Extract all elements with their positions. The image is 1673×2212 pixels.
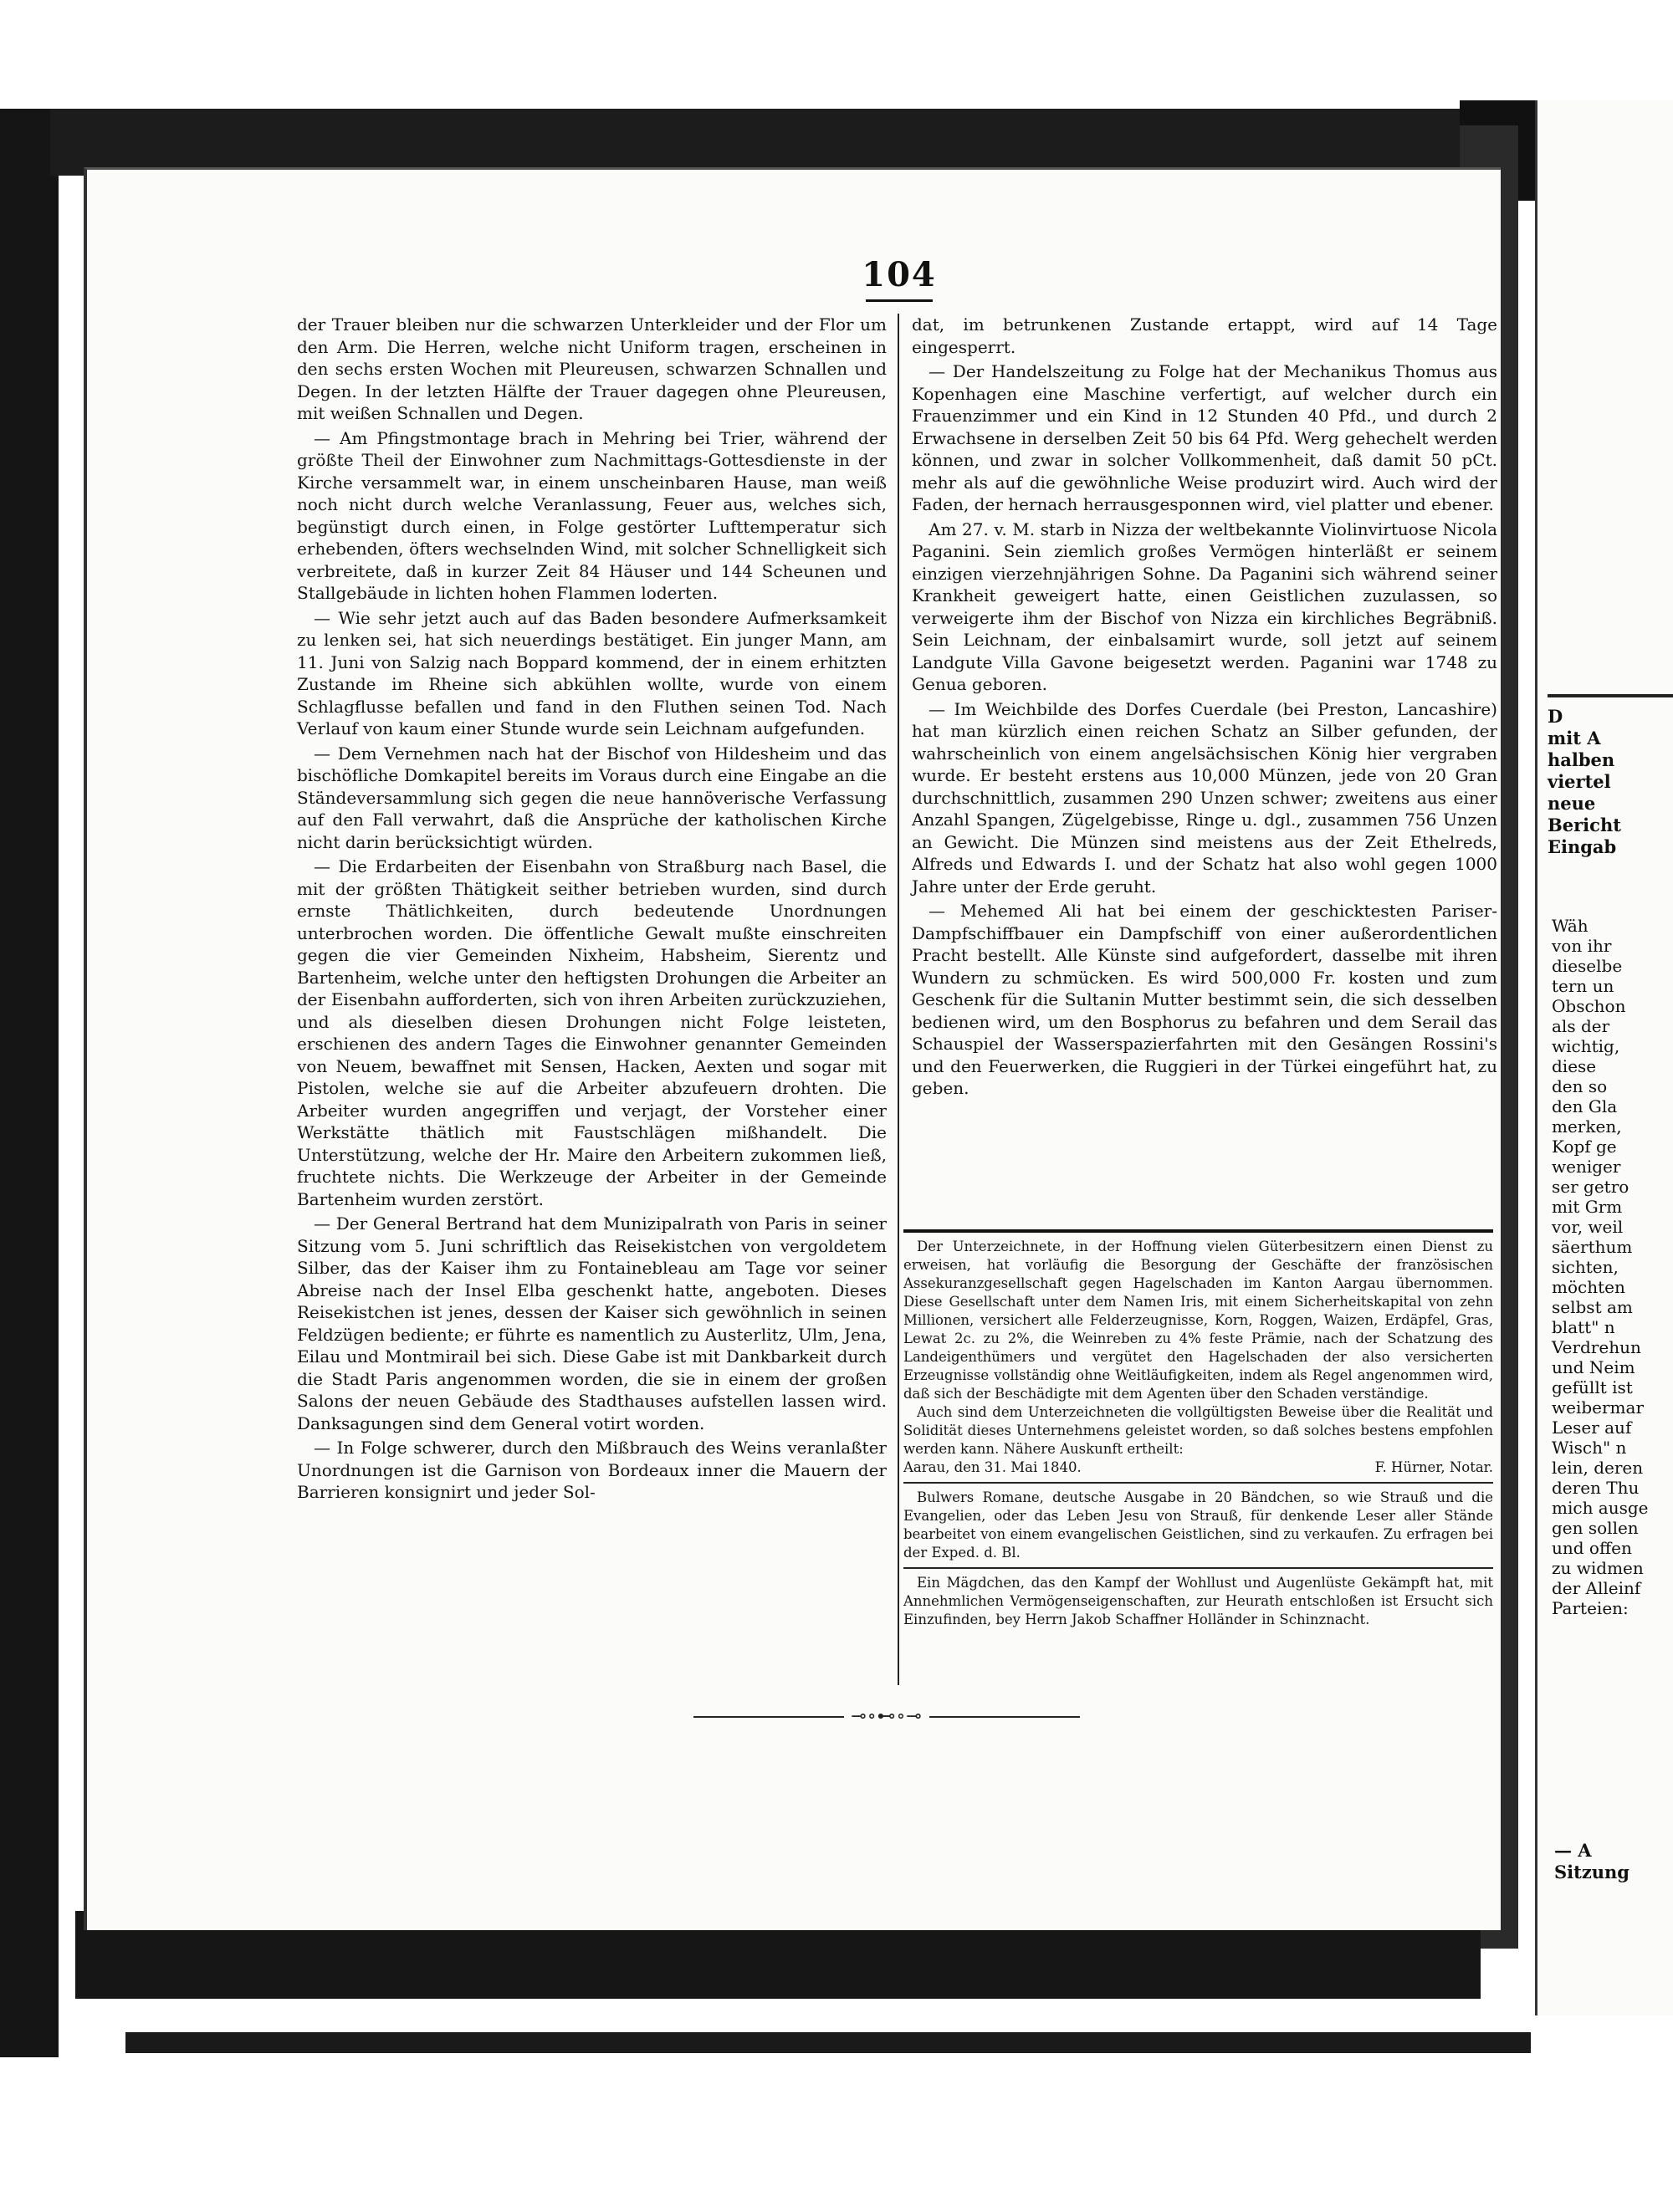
fragment-line: mit Grm (1552, 1197, 1623, 1217)
article-paragraph: — Der Handelszeitung zu Folge hat der Mechanikus Thomus aus Kopenhagen eine Maschine verfertigt, auf welcher durch ein Frauenzimmer und ein Kind in 12 Stunden 40 Pfd., und durch 2 Erwachsene in derselben Zeit 50 bis 64 Pfd. Werg gehechelt werden können, und zwar in solcher Vollkommenheit, daß damit 50 pCt. mehr als auf die gewöhnliche Weise produzirt wird. Auch wird der Faden, der hernach herrausgesponnen wird, viel platter und ebener. (912, 361, 1497, 514)
ad-place-date: Aarau, den 31. Mai 1840. (903, 1459, 1082, 1475)
fragment-line: Verdrehun (1552, 1337, 1641, 1357)
insurance-advertisement (903, 1238, 1493, 1477)
fragment-line: gen sollen (1552, 1518, 1639, 1538)
adjacent-page-body (1552, 916, 1649, 1618)
fragment-line: gefüllt ist (1552, 1377, 1633, 1397)
fragment-line: vor, weil (1552, 1217, 1624, 1237)
scanner-border-top (50, 109, 1522, 176)
fragment-line: Sitzung (1554, 1862, 1630, 1882)
fragment-line: Wäh (1552, 916, 1589, 936)
fragment-line: halben (1548, 749, 1615, 770)
adjacent-page-heading (1548, 694, 1673, 858)
left-column (297, 314, 887, 1506)
fragment-line: neue (1548, 793, 1596, 814)
fragment-line: ser getro (1552, 1177, 1630, 1197)
fragment-line: möchten (1552, 1277, 1625, 1297)
article-paragraph: der Trauer bleiben nur die schwarzen Unterkleider und der Flor um den Arm. Die Herren, welche nicht Uniform tragen, erscheinen in den sechs ersten Wochen mit Pleureusen, schwarzen Schnallen und Degen. In der letzten Hälfte der Trauer dagegen ohne Pleureusen, mit weißen Schnallen und Degen. (297, 314, 887, 423)
article-paragraph: — Der General Bertrand hat dem Munizipalrath von Paris in seiner Sitzung vom 5. Juni schriftlich das Reisekistchen von vergoldetem Silber, das der Kaiser ihm zu Fontainebleau am Tage vor seiner Abreise nach der Insel Elba geschenkt hatte, angeboten. Dieses Reisekistchen ist jenes, dessen der Kaiser sich gewöhnlich in seinen Feldzügen bediente; er führte es namentlich zu Austerlitz, Ulm, Jena, Eilau und Montmirail bei sich. Diese Gabe ist mit Dankbarkeit durch die Stadt Paris angenommen worden, die sie in einem der großen Salons der neuen Gebäude des Stadthauses aufstellen lassen wird. Danksagungen sind dem General votirt worden. (297, 1213, 887, 1433)
fragment-line: und offen (1552, 1538, 1632, 1558)
end-ornament (686, 1706, 1087, 1727)
fragment-line: merken, (1552, 1116, 1622, 1137)
fragment-line: blatt" n (1552, 1317, 1615, 1337)
fragment-line: den so (1552, 1076, 1608, 1096)
ad-paragraph: Auch sind dem Unterzeichneten die vollgültigsten Beweise über die Realität und Solidität dieses Unternehmens geleistet worden, so daß solches bestens empfohlen werden kann. Nähere Auskunft ertheilt: (903, 1404, 1493, 1457)
fragment-line: deren Thu (1552, 1478, 1640, 1498)
ornament-line-right (929, 1716, 1080, 1718)
article-paragraph: — Am Pfingstmontage brach in Mehring bei Trier, während der größte Theil der Einwohner zum Nachmittags-Gottesdienste in der Kirche versammelt war, in einem unscheinbaren Hause, man weiß noch nicht durch welche Veranlassung, Feuer aus, welches sich, begünstigt durch einen, in Folge gestörter Lufttemperatur sich erhebenden, öfters wechselnden Wind, mit solcher Schnelligkeit sich verbreitete, daß in kurzer Zeit 84 Häuser und 144 Scheunen und Stallgebäude in lichten hohen Flammen loderten. (297, 427, 887, 603)
fragment-line: den Gla (1552, 1096, 1618, 1116)
books-advertisement (903, 1489, 1493, 1562)
fragment-line: säerthum (1552, 1237, 1633, 1257)
fragment-line: mit A (1548, 728, 1601, 748)
ad-paragraph: Der Unterzeichnete, in der Hoffnung vielen Güterbesitzern einen Dienst zu erweisen, hat vorläufig die Besorgung der Geschäfte der französischen Assekuranzgesellschaft gegen Hagelschaden im Kanton Aargau übernommen. Diese Gesellschaft unter dem Namen Iris, mit einem Sicherheitskapital von zehn Millionen, versichert alle Felderzeugnisse, Korn, Roggen, Waizen, Erdäpfel, Gras, Lewat 2c. zu 2%, die Weinreben zu 4% feste Prämie, nach der Schatzung des Landeigenthümers und vergütet den Hagelschaden der also versicherten Erzeugnisse vollständig ohne Weitläufigkeiten, indem als Regel angenommen wird, daß sich der Beschädigte mit dem Agenten über den Schaden verständige. (903, 1239, 1493, 1402)
adjacent-heading-rule (1548, 694, 1673, 697)
column-divider (898, 314, 899, 1685)
scanner-border-bottom-edge (125, 2032, 1531, 2053)
article-paragraph: — In Folge schwerer, durch den Mißbrauch des Weins veranlaßter Unordnungen ist die Garnison von Bordeaux inner die Mauern der Barrieren konsignirt und jeder Sol- (297, 1438, 887, 1502)
fragment-line: Wisch" n (1552, 1438, 1627, 1458)
page-number-rule (866, 299, 933, 302)
fragment-line: wichtig, (1552, 1036, 1620, 1056)
fragment-line: der Alleinf (1552, 1578, 1641, 1598)
article-paragraph: — Im Weichbilde des Dorfes Cuerdale (bei Preston, Lancashire) hat man kürzlich einen reichen Schatz an Silber gefunden, der wahrscheinlich von einem angelsächsischen König hier vergraben wurde. Er besteht erstens aus 10,000 Münzen, jede von 20 Gran durchschnittlich, zusammen 290 Unzen schwer; zweitens aus einer Anzahl Spangen, Zügelgebisse, Ringe u. dgl., zusammen 756 Unzen an Gewicht. Die Münzen sind meistens aus der Zeit Ethelreds, Alfreds und Edwards I. und der Schatz hat also wohl gegen 1000 Jahre unter der Erde geruht. (912, 698, 1497, 897)
fragment-line: sichten, (1552, 1257, 1619, 1277)
adjacent-page-footer (1554, 1840, 1630, 1883)
fragment-line: D (1548, 706, 1563, 727)
article-paragraph: Am 27. v. M. starb in Nizza der weltbekannte Violinvirtuose Nicola Paganini. Sein ziemlich großes Vermögen hinterläßt er seinem einzigen vierzehnjährigen Sohne. Da Paganini sich während seiner Krankheit geweigert hatte, einen Geistlichen zuzulassen, so verweigerte ihm der Bischof von Nizza ein kirchliches Begräbniß. Sein Leichnam, der einbalsamirt wurde, soll jetzt auf seinem Landgute Villa Gavone beigesetzt werden. Paganini war 1748 zu Genua geboren. (912, 519, 1497, 694)
fragment-line: weniger (1552, 1157, 1621, 1177)
fragment-line: dieselbe (1552, 956, 1623, 976)
fragment-line: von ihr (1552, 936, 1612, 956)
fragment-line: tern un (1552, 976, 1614, 996)
ad-divider (903, 1482, 1493, 1484)
fragment-line: mich ausge (1552, 1498, 1649, 1518)
fragment-line: diese (1552, 1056, 1597, 1076)
fragment-line: Eingab (1548, 836, 1617, 857)
advertisements-section (903, 1229, 1493, 1629)
fragment-line: und Neim (1552, 1357, 1635, 1377)
scanner-border-left (0, 109, 59, 2057)
ad-signature: F. Hürner, Notar. (1374, 1459, 1493, 1475)
page-number: 104 (862, 255, 937, 294)
article-paragraph: — Mehemed Ali hat bei einem der geschicktesten Pariser-Dampfschiffbauer ein Dampfschiff von einer außerordentlichen Pracht bestellt. Alle Künste sind aufgefordert, dasselbe mit ihren Wundern zu schmücken. Es wird 500,000 Fr. kosten und zum Geschenk für die Sultanin Mutter bestimmt sein, die sich desselben bedienen wird, um den Bosphorus zu befahren und dem Serail das Schauspiel der Wasserspazierfahrten mit den Gesängen Rossini's und den Feuerwerken, die Ruggieri in der Türkei eingeführt hat, zu geben. (912, 901, 1497, 1098)
matrimony-advertisement (903, 1574, 1493, 1629)
fragment-line: viertel (1548, 771, 1611, 792)
ornament-glyph: ⊸∘⊷∘⊸ (851, 1706, 923, 1727)
fragment-line: Leser auf (1552, 1418, 1632, 1438)
fragment-line: — A (1554, 1840, 1592, 1861)
right-column (912, 314, 1497, 1102)
fragment-line: Kopf ge (1552, 1137, 1617, 1157)
fragment-line: Bericht (1548, 815, 1621, 835)
fragment-line: weibermar (1552, 1397, 1644, 1418)
article-paragraph: — Wie sehr jetzt auch auf das Baden besondere Aufmerksamkeit zu lenken sei, hat sich neuerdings bestätiget. Ein junger Mann, am 11. Juni von Salzig nach Boppard kommend, der in einem erhitzten Zustande im Rheine sich abkühlen wollte, wurde von einem Schlagflusse befallen und fand in den Fluthen seinen Tod. Nach Verlauf von kaum einer Stunde wurde sein Leichnam aufgefunden. (297, 607, 887, 738)
fragment-line: zu widmen (1552, 1558, 1644, 1578)
ad-divider (903, 1567, 1493, 1569)
fragment-line: als der (1552, 1016, 1610, 1036)
ad-signature-line (903, 1458, 1493, 1477)
fragment-line: selbst am (1552, 1297, 1633, 1317)
fragment-line: Obschon (1552, 996, 1626, 1016)
article-paragraph: dat, im betrunkenen Zustande ertappt, wird auf 14 Tage eingesperrt. (912, 314, 1497, 357)
fragment-line: lein, deren (1552, 1458, 1644, 1478)
article-paragraph: — Dem Vernehmen nach hat der Bischof von Hildesheim und das bischöfliche Domkapitel bereits im Voraus durch eine Eingabe an die Ständeversammlung sich gegen die neue hannöverische Verfassung auf den Fall verwahrt, daß die Ansprüche der katholischen Kirche nicht darin berücksichtigt würden. (297, 743, 887, 852)
fragment-line: Parteien: (1552, 1598, 1629, 1618)
article-paragraph: — Die Erdarbeiten der Eisenbahn von Straßburg nach Basel, die mit der größten Thätigkeit seither betrieben wurden, sind durch ernste Thätlichkeiten, durch bedeutende Unordnungen unterbrochen worden. Die öffentliche Gewalt mußte einschreiten gegen die vier Gemeinden Nixheim, Habsheim, Sierentz und Bartenheim, welche unter den heftigsten Drohungen die Arbeiter an der Eisenbahn aufforderten, sich von ihren Arbeiten zurückzuziehen, und als dieselben diesen Drohungen nicht Folge leisteten, erschienen des andern Tages die Einwohner genannter Gemeinden von Neuem, bewaffnet mit Sensen, Hacken, Aexten und sogar mit Pistolen, welche sie auf die Arbeiter abzufeuern drohten. Die Arbeiter wurden angegriffen und verjagt, der Vorsteher einer Werkstätte thätlich mit Faustschlägen mißhandelt. Die Unterstützung, welche der Hr. Maire den Arbeitern zukommen ließ, fruchtete nichts. Die Werkzeuge der Arbeiter in der Gemeinde Bartenheim wurden zerstört. (297, 856, 887, 1209)
ad-paragraph: Bulwers Romane, deutsche Ausgabe in 20 Bändchen, so wie Strauß und die Evangelien, oder das Leben Jesu von Strauß, für denkende Leser aller Stände bearbeitet von einem evangelischen Geistlichen, sind zu verkaufen. Zu erfragen bei der Exped. d. Bl. (903, 1489, 1493, 1561)
ornament-line-left (693, 1716, 844, 1718)
ads-top-rule (903, 1229, 1493, 1233)
ad-paragraph: Ein Mägdchen, das den Kampf der Wohllust und Augenlüste Gekämpft hat, mit Annehmlichen Vermögenseigenschaften, zur Heurath entschloßen ist Ersucht sich Einzufinden, bey Herrn Jakob Schaffner Holländer in Schinznacht. (903, 1575, 1493, 1627)
